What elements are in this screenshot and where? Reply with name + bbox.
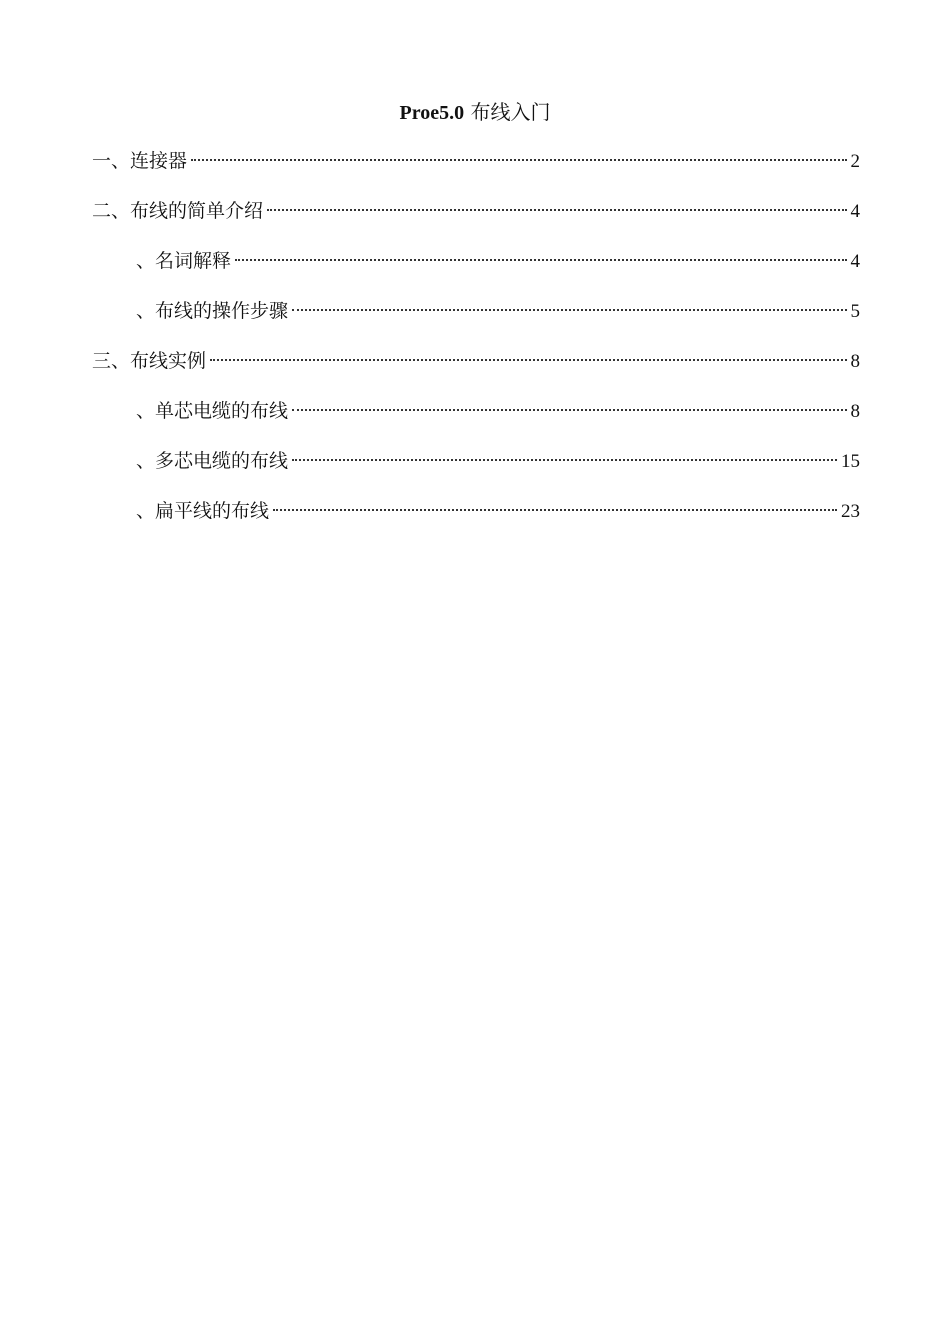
toc-entry-flat-cable[interactable] [92, 496, 860, 546]
toc-entry-routing-examples[interactable] [92, 346, 860, 396]
toc-entry-label: 二、布线的简单介绍 [92, 200, 264, 222]
toc-dot-leader [191, 159, 846, 161]
toc-dot-leader [210, 359, 846, 361]
toc-entry-page: 4 [850, 251, 860, 272]
toc-entry-label: 、布线的操作步骤 [136, 300, 289, 322]
toc-entry-multi-core-cable[interactable] [92, 446, 860, 496]
table-of-contents [92, 146, 860, 546]
toc-entry-label: 、名词解释 [136, 250, 232, 272]
document-title-cjk: 布线入门 [470, 100, 551, 124]
toc-entry-page: 23 [841, 501, 860, 522]
toc-dot-leader [273, 509, 837, 511]
toc-entry-page: 15 [841, 451, 860, 472]
toc-entry-page: 2 [850, 151, 860, 172]
toc-entry-single-core-cable[interactable] [92, 396, 860, 446]
toc-dot-leader [292, 309, 846, 311]
toc-entry-page: 5 [850, 301, 860, 322]
toc-dot-leader [292, 409, 846, 411]
toc-entry-connector[interactable] [92, 146, 860, 196]
toc-entry-label: 、单芯电缆的布线 [136, 400, 289, 422]
toc-entry-routing-intro[interactable] [92, 196, 860, 246]
document-title [0, 98, 950, 127]
toc-entry-glossary[interactable] [92, 246, 860, 296]
toc-dot-leader [267, 209, 846, 211]
toc-entry-label: 一、连接器 [92, 150, 188, 172]
document-title-latin: Proe5.0 [399, 102, 465, 124]
toc-dot-leader [235, 259, 846, 261]
toc-dot-leader [292, 459, 837, 461]
toc-entry-label: 、多芯电缆的布线 [136, 450, 289, 472]
toc-entry-page: 8 [850, 351, 860, 372]
toc-entry-page: 8 [850, 401, 860, 422]
toc-entry-page: 4 [850, 201, 860, 222]
toc-entry-routing-steps[interactable] [92, 296, 860, 346]
toc-entry-label: 、扁平线的布线 [136, 500, 270, 522]
toc-entry-label: 三、布线实例 [92, 350, 207, 372]
